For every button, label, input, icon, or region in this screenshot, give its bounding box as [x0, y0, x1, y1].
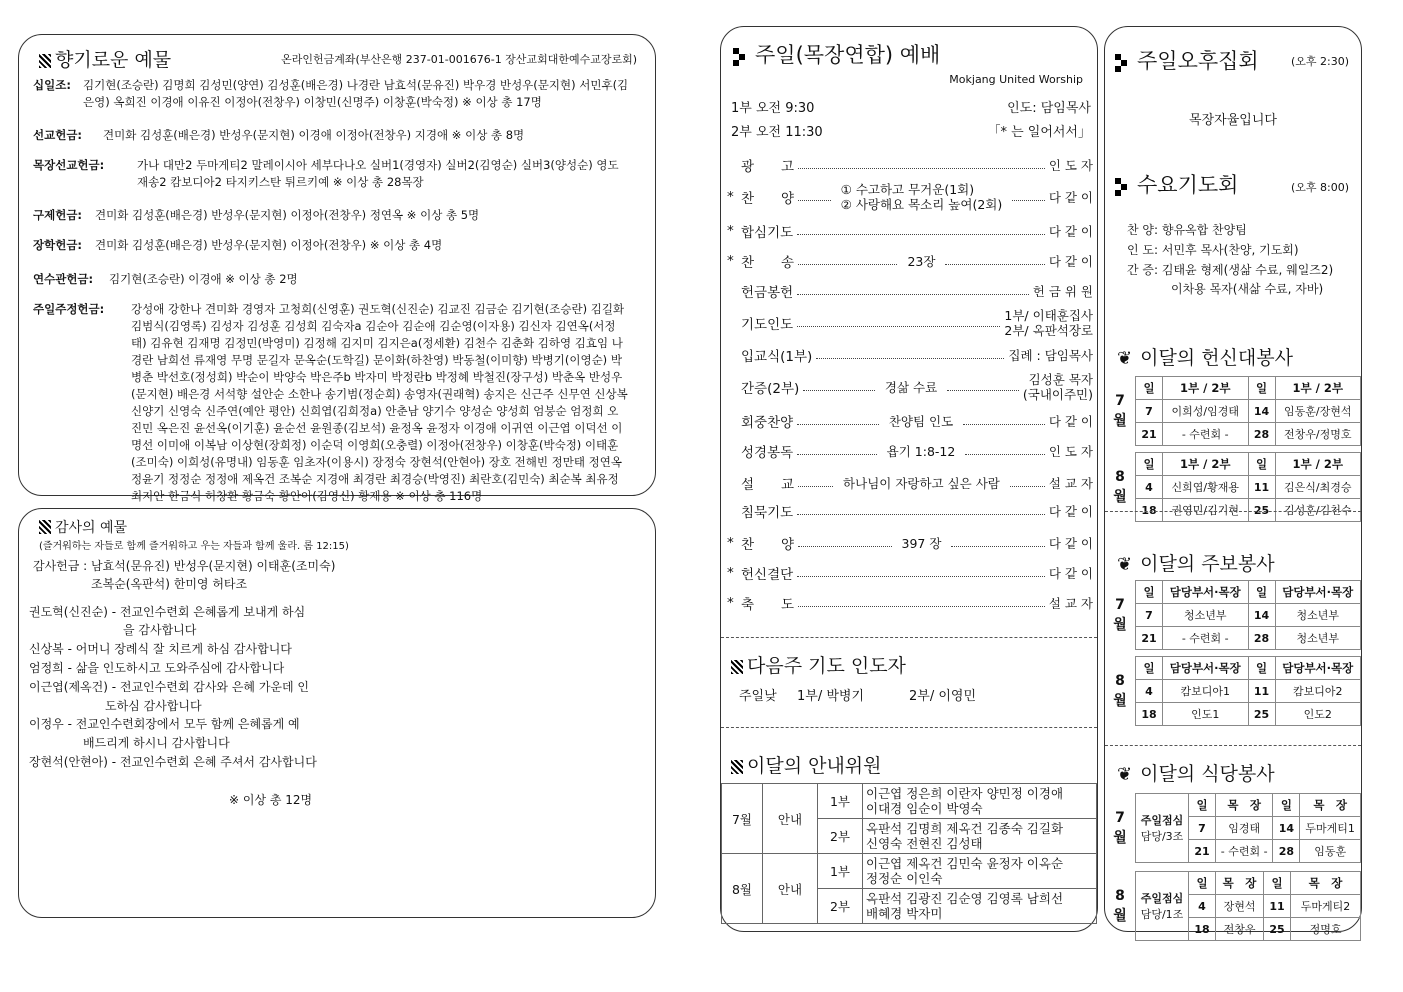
dotted-leader	[797, 576, 1045, 577]
duty-cell: 18	[1136, 499, 1163, 522]
duty-row	[1105, 581, 1361, 604]
thanks-line: 이정우 - 전교인수련회장에서 모두 함께 은혜롭게 예	[29, 717, 300, 731]
service-leader: 인도: 담임목사	[1007, 101, 1091, 116]
order-person: 다 같 이	[1048, 223, 1093, 239]
order-item: 광 고	[741, 159, 795, 175]
thanks-offering-names: 남효석(문유진) 반성우(문지현) 이태훈(조미숙)	[91, 559, 336, 573]
pattern-icon	[39, 520, 51, 534]
dotted-leader	[965, 454, 1044, 455]
duty-header: 일	[1248, 377, 1275, 400]
duty-row	[1105, 657, 1361, 680]
duty-cell: 28	[1248, 423, 1275, 446]
usher-role: 안내	[763, 784, 818, 854]
worship-panel	[720, 26, 1098, 932]
thanks-line: 권도혁(신진순) - 전교인수련회 은혜롭게 보내게 하심	[29, 605, 306, 619]
dotted-leader	[951, 546, 1044, 547]
offering-names: 강성애 강한나 견미화 경영자 고청희(신영훈) 권도혁(신진순) 김교진 김금순 김기현(조승란) 김길화 김범식(김영록) 김성자 김성훈 김성희 김숙자a 김순아 김순애 김순영(이자용) 김신자 김연옥(서정태) 김유현 김재명 김정민(박영미) 김정해 김지미 김지은a(정세환) 김천수 김춘화 김하영 김효임 나경란 남희선 류재영 무명 문길자 문옥순(도학길) 문이화(하찬영) 박동철(이미향) 박병기(이영순) 박병춘 박선호(정성희) 박순이 박양숙 박은주b 박자미 박정란b 박정혜 박철진(장구성) 박춘옥 반성우(문지현) 배은경 서석향 설안순 소한나 송기범(정순희) 송영자(권래혁) 송지은 신근주 신무연 신상복 신양기 신영숙 신주연(예안 평안) 신희엽(김희정a) 안춘남 양기수 양성순 양성희 엄붕순 엄정희 오진민 옥은진 윤선옥(이기훈) 윤순선 윤원종(김보석) 윤정옥 윤정자 이경애 이귀연 이근엽 이덕선 이명선 이미애 이복남 이상현(장희정) 이순덕 이영희(오충렬) 이정아(전창우) 이창훈(박숙정) 이태훈(조미숙) 이희성(유명내) 임동훈 임초자(이용시) 장정숙 장현석(안현아) 장호 전해빈 정만태 정연옥 정윤기 정정순 정정애 제옥건 조복순 지경애 최경란 최경승(박영진) 최란호(김민숙) 최순복 최유정 최지안 한금식 허창환 황금숙 황안아(김영신) 황재용 ※ 이상 총 116명	[131, 302, 628, 503]
duty-row	[1105, 377, 1361, 400]
duty-cell: - 수련회 -	[1216, 840, 1273, 863]
duty-header: 일	[1248, 657, 1275, 680]
heart-icon: ❦	[1117, 554, 1133, 575]
order-detail: ① 수고하고 무거운(1회) ② 사랑해요 목소리 높여(2회)	[835, 182, 1009, 212]
duty-cell: 7	[1136, 400, 1163, 423]
duty-cell: 4	[1136, 680, 1163, 703]
dotted-leader	[798, 606, 1045, 607]
thanks-offering-label: 감사헌금 :	[33, 559, 88, 573]
order-item: 입교식(1부)	[741, 349, 813, 365]
online-account: 온라인헌금계좌(부산은행 237-01-001676-1 장산교회대한예수교장로회)	[281, 53, 637, 66]
duty-row	[1105, 400, 1361, 423]
usher-row	[722, 784, 1097, 819]
duty-cell: 이희성/임경태	[1163, 400, 1249, 423]
dotted-leader	[797, 326, 1000, 327]
offering-label: 장학헌금:	[33, 238, 83, 252]
offering-label: 구제헌금:	[33, 208, 83, 222]
duty-table	[1105, 871, 1361, 941]
ushers-table	[721, 783, 1097, 924]
team-label: 담당/1조	[1140, 908, 1184, 921]
offering-label: 연수관헌금:	[33, 272, 94, 286]
team-label: 담당/3조	[1140, 830, 1184, 843]
order-detail: 찬양팀 인도	[883, 414, 959, 429]
wednesday-time: (오후 8:00)	[1291, 181, 1350, 194]
duty-header: 일	[1264, 872, 1291, 895]
duty-cell: 7	[1136, 604, 1163, 627]
duty-row	[1105, 499, 1361, 522]
order-person: 다 같 이	[1048, 535, 1094, 551]
usher-month: 7월	[722, 784, 763, 854]
usher-part: 2부	[818, 889, 863, 924]
bulletin-table	[1105, 580, 1361, 732]
afternoon-text: 목장자율입니다	[1189, 113, 1277, 128]
order-item: 축 도	[741, 597, 795, 613]
offering-names: 견미화 김성훈(배은경) 반성우(문지현) 이정아(전창우) 정연옥 ※ 이상 총 5명	[95, 208, 480, 222]
stand-mark: *	[727, 535, 734, 551]
order-detail: 23장	[901, 254, 941, 269]
duty-row	[1105, 604, 1361, 627]
order-detail: 하나님이 자랑하고 싶은 사람	[837, 476, 1006, 491]
offering-names: 김기현(조승란) 이경애 ※ 이상 총 2명	[109, 272, 298, 286]
worship-subtitle: Mokjang United Worship	[949, 73, 1083, 86]
duty-row	[1105, 703, 1361, 726]
duty-cell: 임동훈	[1300, 840, 1361, 863]
duty-row	[1105, 872, 1361, 895]
duty-table	[1105, 793, 1361, 863]
order-person: 다 같 이	[1048, 565, 1093, 581]
duty-cell: 임경태	[1216, 817, 1273, 840]
order-row	[727, 561, 1093, 585]
next-prayer-1: 1부/ 박병기	[797, 689, 865, 704]
order-row	[727, 591, 1093, 615]
order-row	[727, 249, 1093, 273]
wednesday-line: 간 증: 김태윤 형제(생삶 수료, 웨일즈2)	[1127, 263, 1334, 277]
usher-part: 2부	[818, 819, 863, 854]
order-person: 다 같 이	[1048, 189, 1093, 205]
duty-cell: 25	[1248, 499, 1275, 522]
order-row	[727, 409, 1093, 433]
right-panel	[1104, 26, 1362, 936]
dedication-table	[1105, 376, 1361, 528]
usher-names: 이근엽 정은희 이란자 양민정 이경애 이대경 임순이 박영숙	[863, 784, 1097, 819]
thanks-line: 장현석(안현아) - 전교인수련회 은혜 주셔서 감사합니다	[29, 755, 317, 769]
duty-row	[1105, 680, 1361, 703]
order-item: 설 교	[741, 477, 795, 493]
offering-names: 김기현(조승란) 김명희 김성민(양연) 김성훈(배은경) 나경란 남효석(문유진) 박우경 반성우(문지현) 서민후(김은영) 옥희진 이경애 이유진 이정아(전창우) 이창민(신명주) 이창훈(박숙정) ※ 이상 총 17명	[83, 78, 629, 109]
order-person: 설 교 자	[1048, 595, 1093, 611]
block-icon	[1115, 177, 1129, 195]
pattern-icon	[39, 54, 51, 68]
duty-cell: 18	[1189, 918, 1216, 941]
duty-cell: 인도2	[1275, 703, 1361, 726]
duty-header: 목 장	[1291, 872, 1361, 895]
duty-cell: 11	[1264, 895, 1291, 918]
order-person: 1부/ 이태훈집사 2부/ 옥판석장로	[1004, 308, 1093, 338]
order-person: 인 도 자	[1048, 157, 1093, 173]
next-prayer-title: 다음주 기도 인도자	[731, 651, 906, 678]
duty-month: 8 월	[1105, 453, 1136, 522]
stand-note: 「* 는 일어서서」	[987, 125, 1091, 140]
duty-header: 일	[1136, 453, 1163, 476]
afternoon-title: 주일오후집회	[1115, 45, 1259, 75]
thanks-total: ※ 이상 총 12명	[229, 793, 313, 807]
order-person: 김성훈 목자 (국내이주민)	[1022, 372, 1094, 402]
order-person: 설 교 자	[1048, 475, 1094, 491]
meal-label: 주일점심	[1140, 892, 1184, 905]
duty-header: 목 장	[1216, 794, 1273, 817]
usher-names: 옥판석 김명희 제옥건 김종숙 김길화 신영숙 전현진 김성태	[863, 819, 1097, 854]
dotted-leader	[798, 200, 831, 201]
divider	[1105, 745, 1361, 746]
duty-cell: 21	[1189, 840, 1216, 863]
usher-names: 이근엽 제옥건 김민숙 윤정자 이옥순 정정순 이인숙	[863, 854, 1097, 889]
duty-header: 담당부서·목장	[1275, 657, 1361, 680]
usher-row	[722, 854, 1097, 889]
divider	[721, 727, 1097, 728]
duty-month: 7 월	[1105, 377, 1136, 446]
duty-header: 일	[1189, 872, 1216, 895]
duty-header: 담당부서·목장	[1163, 657, 1249, 680]
duty-header: 1부 / 2부	[1275, 377, 1361, 400]
duty-cell: - 수련회 -	[1163, 423, 1249, 446]
stand-mark: *	[727, 595, 734, 611]
duty-cell: 14	[1248, 604, 1275, 627]
duty-row	[1105, 794, 1361, 817]
order-item: 간증(2부)	[741, 381, 800, 397]
duty-cell: 신희엽/황재용	[1163, 476, 1249, 499]
order-item: 찬 송	[741, 255, 795, 271]
duty-cell: 캄보디아1	[1163, 680, 1249, 703]
duty-header: 일	[1248, 453, 1275, 476]
offering-names: 견미화 김성훈(배은경) 반성우(문지현) 이정아(전창우) ※ 이상 총 4명	[95, 238, 443, 252]
dotted-leader	[797, 424, 879, 425]
order-row	[727, 531, 1093, 555]
order-row	[727, 308, 1093, 338]
dotted-leader	[797, 234, 1045, 235]
order-row	[727, 343, 1093, 367]
order-detail: 397 장	[896, 536, 948, 551]
block-icon	[1115, 53, 1129, 71]
duty-header: 1부 / 2부	[1163, 377, 1249, 400]
dotted-leader	[797, 294, 1029, 295]
usher-names: 옥판석 김광진 김순영 김영록 남희선 배혜경 박자미	[863, 889, 1097, 924]
duty-header: 목 장	[1300, 794, 1361, 817]
stand-mark: *	[727, 223, 734, 239]
service-time-1: 1부 오전 9:30	[731, 101, 815, 116]
thanks-line: 도하심 감사합니다	[105, 699, 202, 713]
order-item: 기도인도	[741, 317, 794, 333]
duty-cell: 7	[1189, 817, 1216, 840]
order-row	[727, 219, 1093, 243]
duty-cell: 장현석	[1216, 895, 1264, 918]
wednesday-line: 이차용 목자(새삶 수료, 자바)	[1171, 282, 1324, 296]
order-person: 집례 : 담임목사	[1008, 347, 1093, 363]
order-person: 다 같 이	[1048, 413, 1093, 429]
dotted-leader	[798, 168, 1045, 169]
duty-header: 1부 / 2부	[1275, 453, 1361, 476]
service-time-2: 2부 오전 11:30	[731, 125, 823, 140]
dedication-title: ❦ 이달의 헌신대봉사	[1117, 347, 1293, 369]
duty-header: 일	[1273, 794, 1300, 817]
duty-cell: 14	[1248, 400, 1275, 423]
duty-header: 1부 / 2부	[1163, 453, 1249, 476]
next-prayer-2: 2부/ 이영민	[909, 689, 977, 704]
dotted-leader	[798, 486, 833, 487]
duty-table	[1105, 376, 1361, 446]
duty-cell: 21	[1136, 627, 1163, 650]
duty-cell: 28	[1248, 627, 1275, 650]
block-icon	[733, 47, 747, 65]
dotted-leader	[803, 390, 875, 391]
duty-cell: - 수련회 -	[1163, 627, 1249, 650]
duty-cell: 25	[1264, 918, 1291, 941]
thanks-line: 엄정희 - 삶을 인도하시고 도와주심에 감사합니다	[29, 661, 285, 675]
thanks-line: 이근엽(제옥건) - 전교인수련회 감사와 은혜 가운데 인	[29, 680, 310, 694]
stand-mark: *	[727, 189, 734, 205]
order-row	[727, 499, 1093, 523]
thanks-offering-names: 조복순(옥판석) 한미영 허타조	[91, 577, 248, 591]
order-row	[727, 279, 1093, 303]
wednesday-title: 수요기도회	[1115, 169, 1238, 199]
thanks-panel	[18, 508, 656, 918]
order-row	[727, 471, 1093, 495]
order-person: 다 같 이	[1048, 253, 1094, 269]
offering-panel	[18, 34, 656, 503]
order-item: 찬 양	[741, 537, 795, 553]
pattern-icon	[731, 660, 743, 674]
divider	[721, 637, 1097, 638]
duty-table	[1105, 580, 1361, 650]
duty-cell: 김성훈/김천수	[1275, 499, 1361, 522]
cafeteria-title: ❦ 이달의 식당봉사	[1117, 763, 1275, 785]
order-item: 침묵기도	[741, 505, 794, 521]
meal-label: 주일점심	[1140, 814, 1184, 827]
dotted-leader	[1012, 200, 1045, 201]
order-item: 회중찬양	[741, 415, 794, 431]
usher-role: 안내	[763, 854, 818, 924]
next-prayer-day: 주일낮	[739, 689, 777, 704]
dotted-leader	[797, 454, 876, 455]
usher-part: 1부	[818, 854, 863, 889]
duty-cell: 11	[1248, 476, 1275, 499]
pattern-icon	[731, 760, 743, 774]
duty-header: 담당부서·목장	[1275, 581, 1361, 604]
duty-cell: 임동훈/장현석	[1275, 400, 1361, 423]
dotted-leader	[1010, 486, 1045, 487]
divider	[1105, 511, 1361, 512]
thanks-line: 을 감사합니다	[123, 623, 197, 637]
offering-label: 선교헌금:	[33, 128, 83, 142]
duty-cell: 정명호	[1291, 918, 1361, 941]
heart-icon: ❦	[1117, 348, 1133, 369]
order-row	[727, 153, 1093, 177]
ushers-title: 이달의 안내위원	[731, 751, 882, 778]
duty-cell: 전창우	[1216, 918, 1264, 941]
order-item: 헌금봉헌	[741, 285, 794, 301]
dotted-leader	[816, 358, 1004, 359]
duty-cell: 인도1	[1163, 703, 1249, 726]
offering-label: 목장선교헌금:	[33, 158, 105, 172]
duty-header: 담당부서·목장	[1163, 581, 1249, 604]
order-person: 인 도 자	[1048, 443, 1093, 459]
duty-row	[1105, 453, 1361, 476]
thanks-line: 배드리게 하시니 감사합니다	[83, 736, 230, 750]
usher-month: 8월	[722, 854, 763, 924]
duty-cell: 권영민/김기현	[1163, 499, 1249, 522]
order-person: 다 같 이	[1048, 503, 1093, 519]
dotted-leader	[798, 546, 891, 547]
thanks-title: 감사의 예물	[39, 517, 127, 537]
duty-meal	[1136, 794, 1189, 863]
dotted-leader	[947, 390, 1019, 391]
dotted-leader	[797, 514, 1045, 515]
order-item: 성경봉독	[741, 445, 794, 461]
order-row	[727, 372, 1094, 402]
duty-cell: 25	[1248, 703, 1275, 726]
duty-cell: 두마게티1	[1300, 817, 1361, 840]
order-item: 헌신결단	[741, 567, 794, 583]
offering-names: 견미화 김성훈(배은경) 반성우(문지현) 이경애 이정아(전창우) 지경애 ※ 이상 총 8명	[103, 128, 525, 142]
duty-header: 일	[1189, 794, 1216, 817]
order-row	[727, 182, 1093, 212]
duty-cell: 28	[1273, 840, 1300, 863]
duty-header: 목 장	[1216, 872, 1264, 895]
duty-cell: 18	[1136, 703, 1163, 726]
duty-cell: 청소년부	[1163, 604, 1249, 627]
duty-header: 일	[1136, 377, 1163, 400]
duty-cell: 청소년부	[1275, 604, 1361, 627]
duty-header: 일	[1248, 581, 1275, 604]
duty-cell: 4	[1189, 895, 1216, 918]
stand-mark: *	[727, 253, 734, 269]
dotted-leader	[963, 424, 1045, 425]
order-detail: 경삶 수료	[879, 380, 943, 395]
wednesday-line: 찬 양: 향유옥합 찬양팀	[1127, 223, 1247, 237]
stand-mark: *	[727, 565, 734, 581]
duty-cell: 두마게티2	[1291, 895, 1361, 918]
duty-month: 7 월	[1105, 794, 1136, 863]
dotted-leader	[945, 264, 1044, 265]
duty-cell: 캄보디아2	[1275, 680, 1361, 703]
heart-icon: ❦	[1117, 764, 1133, 785]
thanks-verse: (즐거워하는 자들로 함께 즐거워하고 우는 자들과 함께 울라. 롬 12:15)	[39, 541, 349, 552]
cafeteria-table	[1105, 793, 1361, 949]
duty-header: 일	[1136, 581, 1163, 604]
order-item: 찬 양	[741, 191, 795, 207]
duty-cell: 11	[1248, 680, 1275, 703]
bulletin-title: ❦ 이달의 주보봉사	[1117, 553, 1275, 575]
duty-row	[1105, 423, 1361, 446]
order-detail: 욥기 1:8-12	[881, 444, 962, 459]
thanks-line: 신상복 - 어머니 장례식 잘 치르게 하심 감사합니다	[29, 642, 292, 656]
order-row	[727, 439, 1093, 463]
duty-row	[1105, 627, 1361, 650]
duty-cell: 21	[1136, 423, 1163, 446]
order-person: 헌 금 위 원	[1032, 283, 1093, 299]
offering-label: 주일주정헌금:	[33, 302, 105, 316]
offering-label: 십일조:	[33, 78, 71, 92]
duty-meal	[1136, 872, 1189, 941]
duty-month: 7 월	[1105, 581, 1136, 650]
duty-header: 일	[1136, 657, 1163, 680]
wednesday-line: 인 도: 서민후 목사(찬양, 기도회)	[1127, 243, 1299, 257]
duty-month: 8 월	[1105, 872, 1136, 941]
usher-part: 1부	[818, 784, 863, 819]
dotted-leader	[798, 264, 897, 265]
duty-cell: 14	[1273, 817, 1300, 840]
duty-row	[1105, 476, 1361, 499]
order-item: 합심기도	[741, 225, 794, 241]
duty-cell: 청소년부	[1275, 627, 1361, 650]
worship-title: 주일(목장연합) 예배	[733, 39, 940, 69]
duty-month: 8 월	[1105, 657, 1136, 726]
duty-cell: 4	[1136, 476, 1163, 499]
offering-names: 가나 대만2 두마게티2 말레이시아 세부다나오 실버1(경영자) 실버2(김영순) 실버3(양성순) 영도 재송2 캄보디아2 타지키스탄 튀르키예 ※ 이상 총 28목장	[137, 158, 619, 189]
duty-table	[1105, 656, 1361, 726]
duty-cell: 전창우/정명호	[1275, 423, 1361, 446]
offering-title: 향기로운 예물	[39, 45, 171, 72]
duty-cell: 김은식/최경승	[1275, 476, 1361, 499]
afternoon-time: (오후 2:30)	[1291, 55, 1350, 68]
